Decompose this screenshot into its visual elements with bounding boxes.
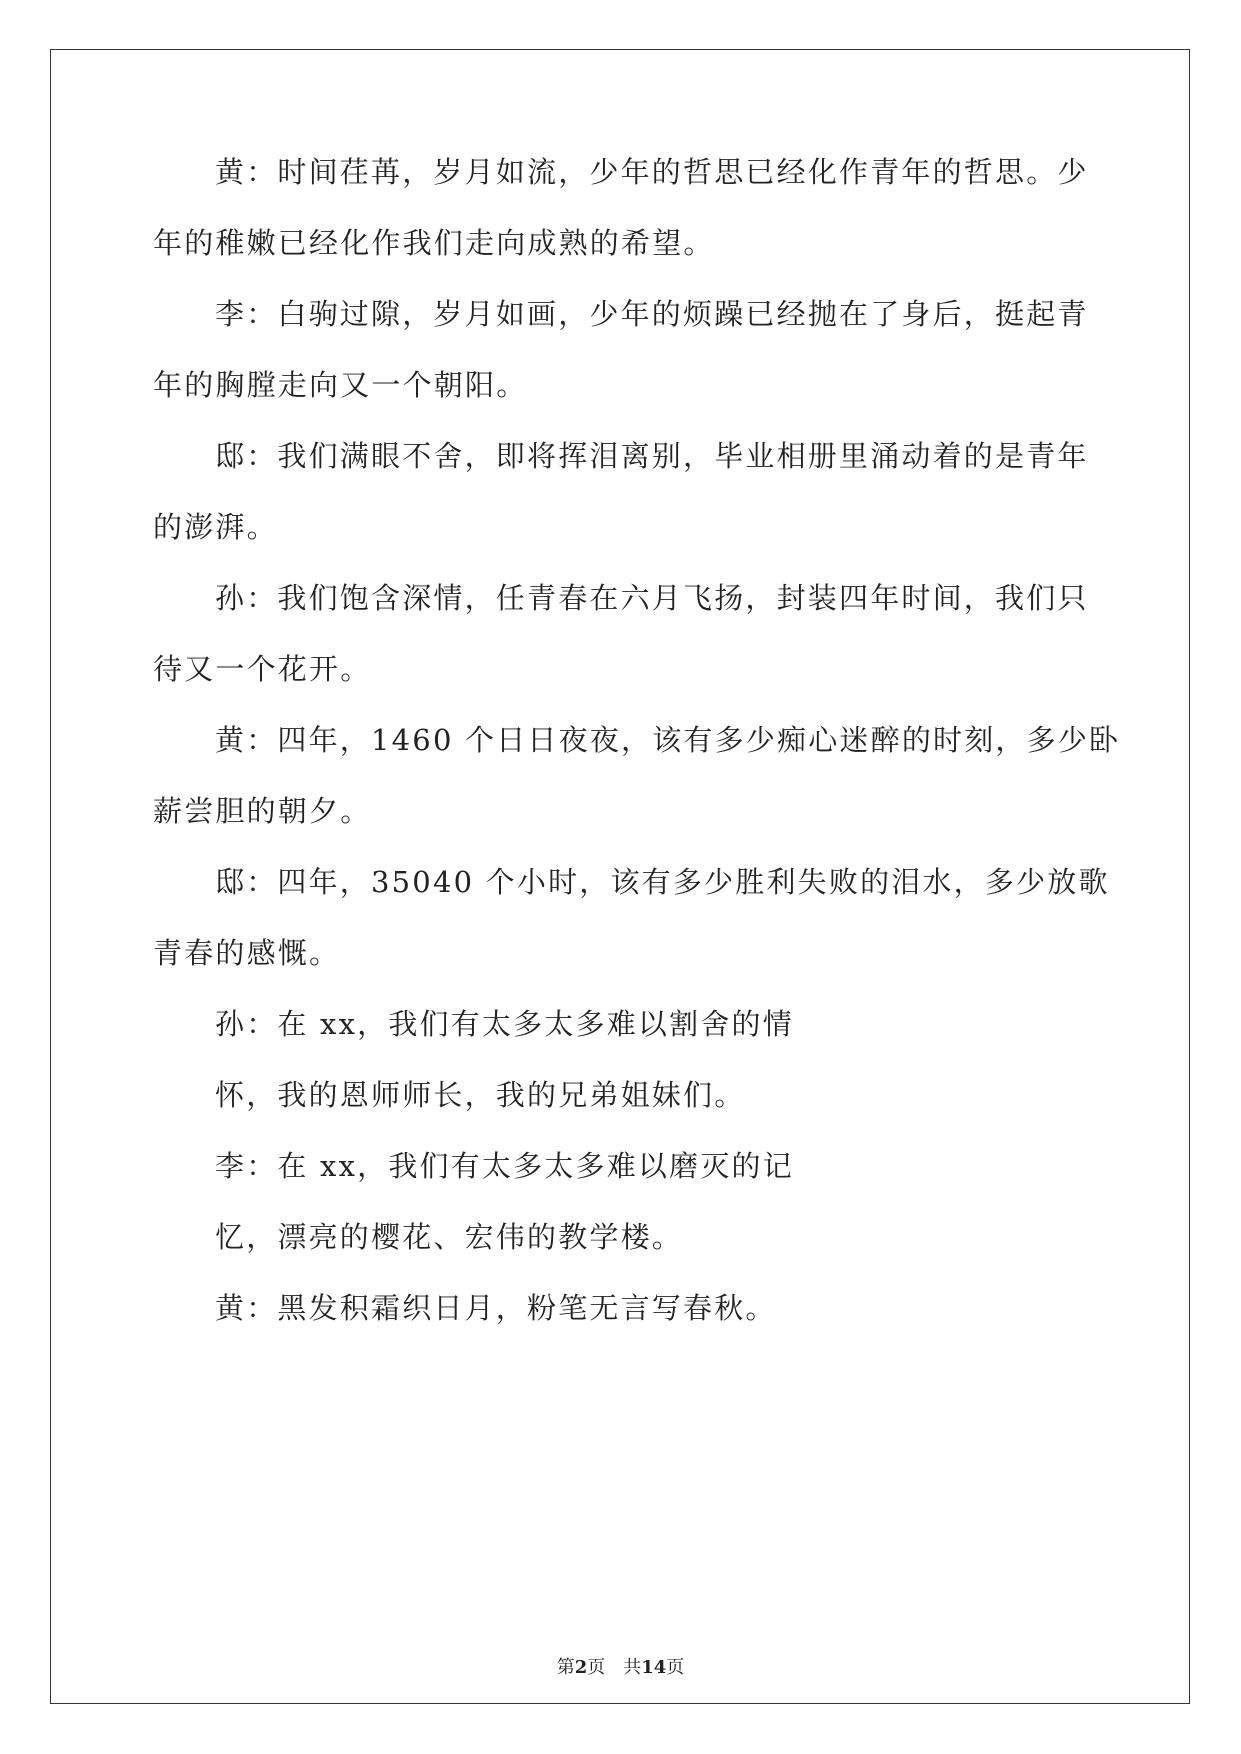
page-footer bbox=[0, 1656, 1241, 1680]
paragraph-line: 薪尝胆的朝夕。 bbox=[153, 794, 372, 828]
paragraph-line: 忆，漂亮的樱花、宏伟的教学楼。 bbox=[215, 1220, 684, 1254]
paragraph-line: 黄：黑发积霜织日月，粉笔无言写春秋。 bbox=[215, 1291, 777, 1325]
paragraph-line: 邸：四年，35040 个小时，该有多少胜利失败的泪水，多少放歌 bbox=[215, 865, 1110, 899]
paragraph-line: 年的稚嫩已经化作我们走向成熟的希望。 bbox=[153, 226, 715, 260]
paragraph-line: 李：白驹过隙，岁月如画，少年的烦躁已经抛在了身后，挺起青 bbox=[215, 297, 1089, 331]
paragraph-line: 李：在 xx，我们有太多太多难以磨灭的记 bbox=[215, 1149, 794, 1183]
paragraph-line: 年的胸膛走向又一个朝阳。 bbox=[153, 368, 528, 402]
paragraph-line: 的澎湃。 bbox=[153, 510, 278, 544]
paragraph-line: 青春的感慨。 bbox=[153, 936, 341, 970]
page-total: 共14页 bbox=[623, 1657, 685, 1678]
paragraph-line: 黄：四年，1460 个日日夜夜，该有多少痴心迷醉的时刻，多少卧 bbox=[215, 723, 1121, 757]
paragraph-line: 待又一个花开。 bbox=[153, 652, 372, 686]
page-number: 第2页 bbox=[556, 1657, 606, 1678]
paragraph-line: 怀，我的恩师师长，我的兄弟姐妹们。 bbox=[215, 1078, 746, 1112]
paragraph-line: 孙：我们饱含深情，任青春在六月飞扬，封装四年时间，我们只 bbox=[215, 581, 1089, 615]
paragraph-line: 邸：我们满眼不舍，即将挥泪离别，毕业相册里涌动着的是青年 bbox=[215, 439, 1089, 473]
paragraph-line: 孙：在 xx，我们有太多太多难以割舍的情 bbox=[215, 1007, 794, 1041]
paragraph-line: 黄：时间荏苒，岁月如流，少年的哲思已经化作青年的哲思。少 bbox=[215, 155, 1089, 189]
